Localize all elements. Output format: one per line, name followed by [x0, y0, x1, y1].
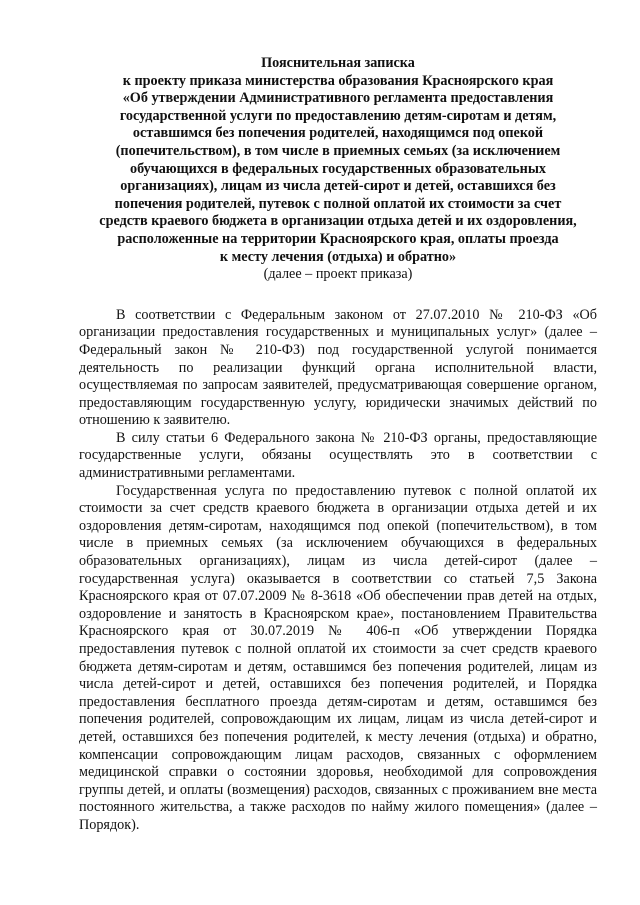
title-line: обучающихся в федеральных государственных образовательных: [129, 160, 547, 177]
document-title-block: [79, 55, 597, 284]
title-line: (попечительством), в том числе в приемных семьях (за исключением: [115, 142, 561, 159]
body-paragraph: В соответствии с Федеральным законом от 27.07.2010 № 210-ФЗ «Об организации предоставления государственных и муниципальных услуг» (далее – Федеральный закон № 210-ФЗ) под государственной услугой понимается деятельность по реализации функций органа исполнительной власти, осуществляемая по запросам заявителей, предусматривающая совершение органом, предоставляющим государственную услугу, юридически значимых действий по отношению к заявителю.: [79, 306, 597, 429]
title-line: расположенные на территории Красноярского края, оплаты проезда: [117, 230, 559, 247]
title-line: оставшимся без попечения родителей, находящимся под опекой: [132, 125, 544, 142]
title-line: организациях), лицам из числа детей-сирот и детей, оставшихся без: [120, 178, 556, 195]
body-paragraph: Государственная услуга по предоставлению путевок с полной оплатой их стоимости за счет средств краевого бюджета в организации отдыха детей и их оздоровления детям-сиротам, находящимся под опекой (попечительством), в том числе в приемных семьях (за исключением обучающихся в федеральных образовательных организациях), лицам из числа детей-сирот (далее – государственная услуга) оказывается в соответствии со статьей 7,5 Закона Красноярского края от 07.07.2009 № 8-3618 «Об обеспечении прав детей на отдых, оздоровление и занятость в Красноярском крае», постановлением Правительства Красноярского края от 30.07.2019 № 406-п «Об утверждении Порядка предоставления путевок с полной оплатой их стоимости за счет средств краевого бюджета детям-сиротам и детям, оставшимся без попечения родителей, лицам из числа детей-сирот и детей, оставшихся без попечения родителей, и Порядка предоставления бесплатного проезда детям-сиротам и детям, оставшимся без попечения родителей, сопровождающим их лицам, лицам из числа детей-сирот и детей, оставшихся без попечения родителей, к месту лечения (отдыха) и обратно, компенсации сопровождающим лицам расходов, связанных с оформлением медицинской справки о состоянии здоровья, необходимой для сопровождения группы детей, и оплаты (возмещения) расходов, связанных с проживанием вне места постоянного жительства, а также расходов по найму жилого помещения» (далее – Порядок).: [79, 482, 597, 833]
title-line: «Об утверждении Административного регламента предоставления: [122, 90, 554, 107]
title-note: (далее – проект приказа): [263, 266, 413, 283]
title-line: государственной услуги по предоставлению детям-сиротам и детям,: [119, 107, 557, 124]
body-paragraph: В силу статьи 6 Федерального закона № 210-ФЗ органы, предоставляющие государственные услуги, обязаны осуществлять это в соответствии с административными регламентами.: [79, 429, 597, 482]
title-line: средств краевого бюджета в организации отдыха детей и их оздоровления,: [99, 213, 577, 230]
document-page: [79, 55, 597, 835]
title-line: попечения родителей, путевок с полной оплатой их стоимости за счет: [114, 195, 562, 212]
document-heading: Пояснительная записка: [261, 55, 415, 71]
title-line: к проекту приказа министерства образования Красноярского края: [122, 72, 554, 89]
title-line: к месту лечения (отдыха) и обратно»: [219, 248, 457, 265]
document-body: [79, 307, 597, 835]
